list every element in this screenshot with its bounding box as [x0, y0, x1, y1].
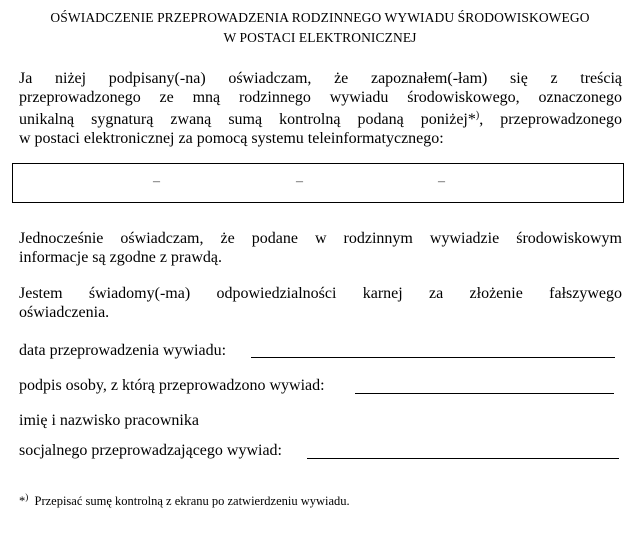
checksum-separator-1: – [153, 174, 160, 189]
liability-line-2: oświadczenia. [19, 303, 110, 321]
declaration-line-2: przeprowadzonego ze mną rodzinnego wywiadu środowiskowego, oznaczonego [19, 88, 622, 106]
footnote-text: Przepisać sumę kontrolną z ekranu po zatwierdzeniu wywiadu. [34, 494, 350, 508]
liability-statement [19, 285, 622, 322]
worker-label-line-2: socjalnego przeprowadzającego wywiad: [19, 442, 282, 459]
interview-date-label: data przeprowadzenia wywiadu: [19, 342, 227, 359]
signature-label: podpis osoby, z którą przeprowadzono wywiad: [19, 377, 325, 394]
declaration-line-3-text: unikalną sygnaturą zwaną sumą kontrolną podaną poniżej* [19, 111, 476, 128]
checksum-input-box[interactable] [12, 163, 624, 203]
truthfulness-line-2: informacje są zgodne z prawdą. [19, 248, 223, 266]
document-title-line-2: W POSTACI ELEKTRONICZNEJ [223, 30, 417, 45]
declaration-line-4: w postaci elektronicznej za pomocą systemu teleinformatycznego: [19, 129, 444, 147]
declaration-line-3 [19, 107, 622, 130]
document-title-line-1: OŚWIADCZENIE PRZEPROWADZENIA RODZINNEGO WYWIADU ŚRODOWISKOWEGO [50, 10, 590, 25]
signature-field[interactable] [355, 393, 614, 394]
truthfulness-statement [19, 230, 622, 267]
footnote-marker-paren: ) [25, 492, 29, 502]
footnote-marker: * [19, 494, 26, 508]
truthfulness-line-1: Jednocześnie oświadczam, że podane w rodzinnym wywiadzie środowiskowym [19, 230, 622, 247]
footnote [19, 489, 350, 509]
declaration-line-3-tail: , przeprowadzonego [479, 111, 623, 128]
footnote-reference-mark: ) [475, 110, 480, 121]
declaration-paragraph [19, 70, 622, 148]
worker-label-line-1: imię i nazwisko pracownika [19, 412, 199, 429]
liability-line-1: Jestem świadomy(-ma) odpowiedzialności karnej za złożenie fałszywego [19, 285, 622, 302]
declaration-line-1: Ja niżej podpisany(-na) oświadczam, że zapoznałem(-łam) się z treścią [19, 70, 622, 87]
checksum-separator-2: – [296, 174, 303, 189]
worker-name-field[interactable] [307, 458, 619, 459]
interview-date-field[interactable] [251, 357, 615, 358]
checksum-separator-3: – [438, 174, 445, 189]
